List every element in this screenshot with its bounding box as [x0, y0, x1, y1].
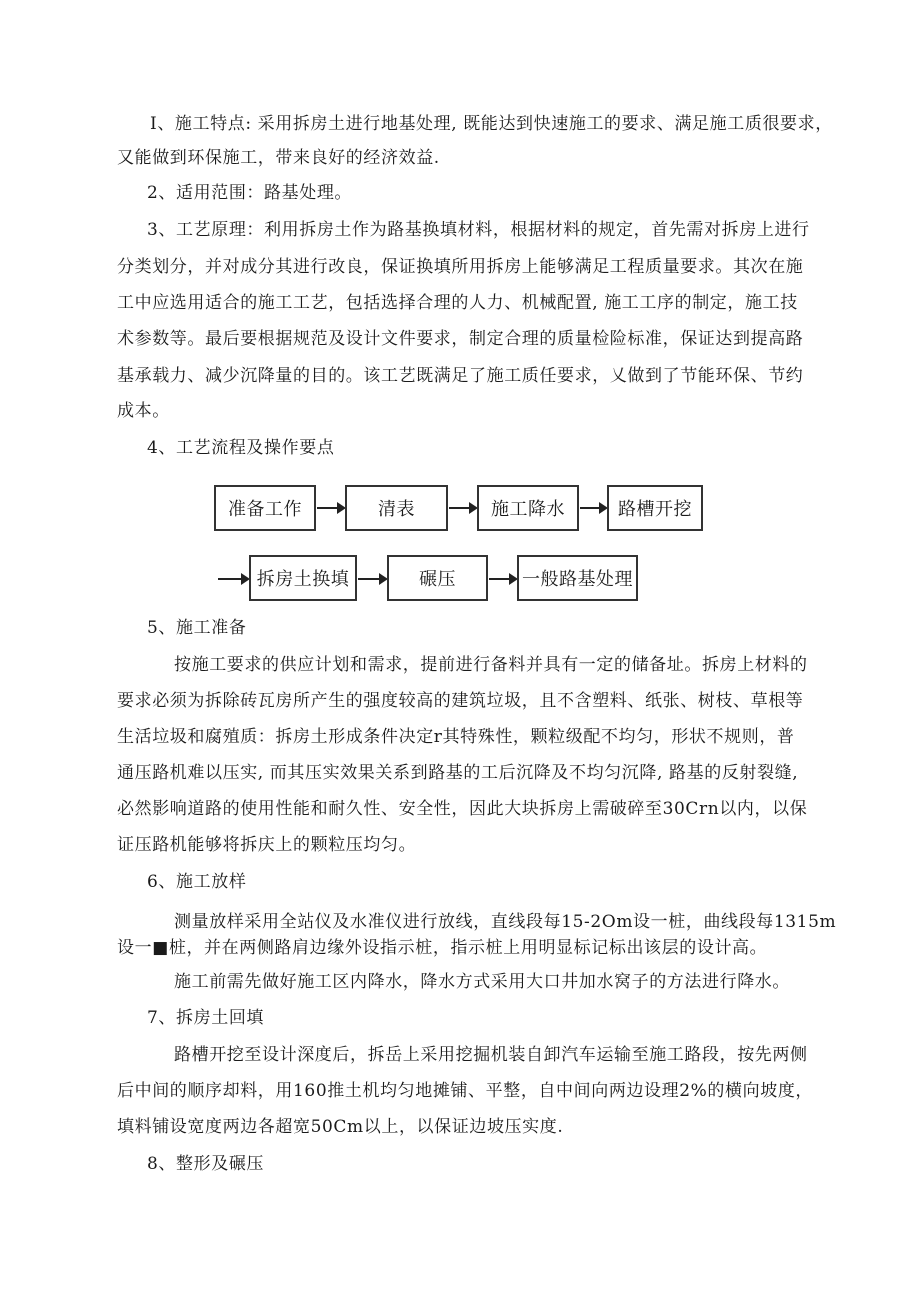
- text-line: 成本。: [117, 401, 170, 421]
- text-line: 生活垃圾和腐殖质：拆房土形成条件决定r其特殊性，颗粒级配不均匀，形状不规则，普: [117, 727, 795, 747]
- text-line: 测量放样采用全站仪及水准仪进行放线，直线段每15-2Om设一桩，曲线段每1315m: [174, 912, 837, 932]
- section-heading: 7、拆房土回填: [147, 1008, 265, 1028]
- flow-arrow: [449, 507, 476, 509]
- section-heading: 8、整形及碾压: [147, 1154, 265, 1174]
- text-line: 工中应选用适合的施工工艺，包括选择合理的人力、机械配置, 施工工序的制定，施工技: [117, 293, 798, 313]
- section-heading: 4、工艺流程及操作要点: [147, 438, 335, 458]
- text-line: 后中间的顺序却料，用160推土机均匀地摊铺、平整，自中间向两边设理2%的横向坡度，: [117, 1081, 814, 1101]
- text-line: 路槽开挖至设计深度后，拆岳上采用挖掘机装自卸汽车运输至施工路段，按先两侧: [174, 1045, 808, 1065]
- flow-step-preparation: 准备工作: [214, 485, 316, 531]
- text-line: 分类划分，并对成分其进行改良，保证换填所用拆房上能够满足工程质量要求。其次在施: [117, 257, 804, 277]
- flow-arrow: [218, 578, 248, 580]
- text-line: 通压路机难以压实, 而其压实效果关系到路基的工后沉降及不均匀沉降, 路基的反射裂缝,: [117, 763, 799, 783]
- text-line: 必然影响道路的使用性能和耐久性、安全性，因此大块拆房上需破碎至30Crn以内，以保: [117, 799, 808, 819]
- flow-step-clearing: 清表: [345, 485, 448, 531]
- text-line: 基承载力、减少沉降量的目的。该工艺既满足了施工质任要求，乂做到了节能环保、节约: [117, 366, 804, 386]
- flow-step-dewatering: 施工降水: [477, 485, 579, 531]
- text-line: 2、适用范围：路基处理。: [147, 183, 353, 203]
- text-line: 设一■桩，并在两侧路肩边缘外设指示桩，指示桩上用明显标记标出该层的设计高。: [117, 938, 768, 958]
- text-line: 又能做到环保施工，带来良好的经济效益.: [117, 148, 440, 168]
- section-heading: 5、施工准备: [147, 618, 247, 638]
- text-line: 填料铺设宽度两边各超宽50Cm以上，以保证边坡压实度.: [117, 1117, 564, 1137]
- text-line: I、施工特点: 采用拆房土进行地基处理, 既能达到快速施工的要求、满足施工质很要求，: [150, 114, 833, 134]
- flow-arrow: [489, 578, 516, 580]
- flow-step-general-subgrade: 一般路基处理: [517, 555, 638, 601]
- section-heading: 6、施工放样: [147, 872, 247, 892]
- flow-step-backfill: 拆房土换填: [249, 555, 357, 601]
- text-line: 术参数等。最后要根据规范及设计文件要求，制定合理的质量检险标准，保证达到提高路: [117, 329, 804, 349]
- flow-step-trench-excavation: 路槽开挖: [607, 485, 703, 531]
- text-line: 证压路机能够将拆庆上的颗粒压均匀。: [117, 835, 417, 855]
- flow-step-compaction: 碾压: [387, 555, 488, 601]
- flow-arrow: [580, 507, 606, 509]
- text-line: 按施工要求的供应计划和需求，提前进行备料并具有一定的储备址。拆房上材料的: [174, 655, 808, 675]
- text-line: 3、工艺原理：利用拆房土作为路基换填材料，根据材料的规定，首先需对拆房上进行: [147, 220, 810, 240]
- flow-arrow: [358, 578, 386, 580]
- text-line: 要求必须为拆除砖瓦房所产生的强度较高的建筑垃圾，且不含塑料、纸张、树枝、草根等: [117, 691, 804, 711]
- text-line: 施工前需先做好施工区内降水，降水方式采用大口井加水窝子的方法进行降水。: [174, 972, 790, 992]
- flow-arrow: [317, 507, 344, 509]
